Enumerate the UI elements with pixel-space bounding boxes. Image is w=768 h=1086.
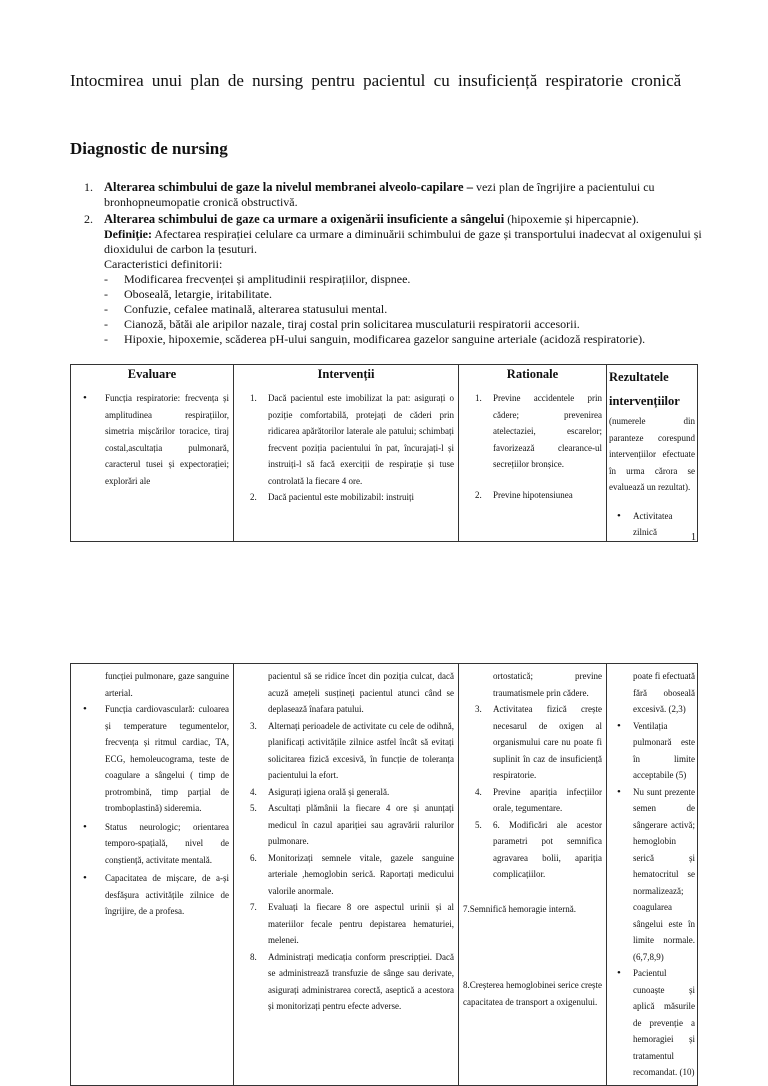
section-heading: Diagnostic de nursing	[70, 139, 228, 158]
document-title: Intocmirea unui plan de nursing pentru pacientul cu insuficiență respiratorie cronică	[70, 71, 682, 90]
list-item: • Pacientul cunoaște și aplică măsurile de prevenție a hemoragiei și tratamentul recomandat. (10)	[609, 965, 695, 1081]
rezultate-cell: poate fi efectuată fără oboseală excesivă. (2,3) • Ventilația pulmonară este în limite acceptabile (5) • Nu sunt prezente semen de sângerare activă; hemoglobin serică și hematocritul se normalizează; coagularea sângelui este în limite normale. (6,7,8,9) • Pacientul cunoaște și aplică măsurile de prevenție a hemoragiei și tratamentul recomandat. (10)	[607, 664, 698, 1086]
list-item: • Ventilația pulmonară este în limite acceptabile (5)	[609, 718, 695, 784]
list-item: • Funcția respiratorie: frecvența și amplitudinea respirațiilor, simetria mișcărilor toracice, tiraj costal,ascultația pulmonară, caracterul tusei și expectorației; explorări ale	[75, 390, 229, 489]
list-item: 4. Asigurați igiena orală și generală.	[250, 786, 390, 797]
diagnosis-item: 1. Alterarea schimbului de gaze la nivelul membranei alveolo-capilare – vezi plan de îngrijire a pacientului cu bronhopneumopatie cronică obstructivă.	[84, 180, 655, 209]
diagnosis-list	[84, 180, 704, 347]
list-item: • Activitatea zilnică	[609, 508, 695, 541]
list-item: 7.Semnifică hemoragie internă.	[463, 903, 576, 914]
interventii-cell: pacientul să se ridice încet din poziția culcat, dacă acuză amețeli susțineți pacientul atunci când se deplasează înafara patului. 3. Alternați perioadele de activitate cu cele de odihnă, planificați activitățile zilnice astfel încât să evitați solicitarea fizică excesivă, în funcție de toleranța pacientului la efort. 4. Asigurați igiena orală și generală. 5. Ascultați plămânii la fiecare 4 ore și anunțați medicul în cazul apariției sau agravării ralurilor pulmonare. 6. Monitorizați semnele vitale, gazele sanguine arteriale ,hemoglobin serică. Raportați medicului valorile anormale. 7. Evaluați la fiecare 8 ore aspectul urinii și al materiilor fecale pentru depistarea hematuriei, melenei. 8. Administrați medicația conform prescripției. Dacă se administrează transfuzie de sânge sau derivate, asigurați administrarea corectă, aseptică a acestora și monitorizați pentru efecte adverse.	[234, 664, 459, 1086]
list-item: 1. Dacă pacientul este imobilizat la pat: asigurați o poziție comfortabilă, protejați de căderi prin ridicarea apărătorilor laterale ale patului; schimbați frecvent poziția pacientului în pat, încurajați-l și instruiți-l să facă exerciții de respirație și tuse controlată la fiecare 4 ore.	[250, 393, 454, 486]
list-item: 8.Creșterea hemoglobinei serice crește capacitatea de transport a oxigenului.	[463, 980, 602, 1007]
rationale-cell	[459, 365, 607, 542]
evaluare-cell: funcției pulmonare, gaze sanguine arterial. • Funcția cardiovasculară: culoarea și temperature tegumentelor, frecvența și ritmul cardiac, TA, ECG, hemoleucograma, teste de coagulare a sângelui ( timp de protrombină, timp parțial de tromboplastină) sideremia. • Status neurologic; orientarea temporo-spațială, nivel de conștiență, activitate mentală. • Capacitatea de mișcare, de a-și desfășura activitățile zilnice de îngrijire, de a profesa.	[71, 664, 234, 1086]
list-item: 4. Previne apariția infecțiilor orale, tegumentare.	[475, 786, 602, 813]
list-item: 3. Activitatea fizică crește necesarul de oxigen al organismului care nu poate fi suplinit în caz de insuficiență respiratorie.	[475, 704, 602, 780]
list-item: 5. Ascultați plămânii la fiecare 4 ore și anunțați medicul în cazul apariției sau agravării ralurilor pulmonare.	[250, 803, 454, 846]
list-item: • Capacitatea de mișcare, de a-și desfășura activitățile zilnice de îngrijire, de a profesa.	[75, 870, 229, 920]
list-item: - Modificarea frecvenței și amplitudinii respirațiilor, dispnee.	[104, 272, 411, 286]
definition: Definiție: Afectarea respirației celulare ca urmare a diminuării schimbului de gaze și transportului inadecvat al oxigenului și dioxidului de carbon la țesuturi.	[104, 227, 702, 256]
interventii-cell	[234, 365, 459, 542]
column-header-evaluare: Evaluare	[127, 367, 177, 381]
list-item: 5. 6. Modificări ale acestor parametri pot semnifica agravarea bolii, apariția complicațiilor.	[475, 819, 602, 879]
list-item: - Cianoză, bătăi ale aripilor nazale, tiraj costal prin solicitarea musculaturii respiratorii accesorii.	[104, 317, 580, 331]
nursing-plan-table	[70, 364, 698, 542]
column-header-rationale: Rationale	[506, 367, 559, 381]
nursing-plan-table-continued	[70, 663, 698, 1086]
rezultate-cell: Rezultatele intervențiilor (numerele din paranteze corespund intervențiilor efectuate în urma cărora se evaluează un rezultat). • Activitatea zilnică	[607, 365, 698, 542]
list-item: - Oboseală, letargie, iritabilitate.	[104, 287, 273, 301]
list-item: 1. Previne accidentele prin cădere; prevenirea atelectaziei, escarelor; favorizează clearance-ul secrețiilor bronșice.	[475, 393, 602, 469]
rationale-cell: ortostatică; previne traumatismele prin cădere. 3. Activitatea fizică crește necesarul de oxigen al organismului care nu poate fi suplinit în caz de insuficiență respiratorie. 4. Previne apariția infecțiilor orale, tegumentare. 5. 6. Modificări ale acestor parametri pot semnifica agravarea bolii, apariția complicațiilor. 7.Semnifică hemoragie internă. 8.Creșterea hemoglobinei serice crește capacitatea de transport a oxigenului.	[459, 664, 607, 1086]
characteristics-title: Caracteristici definitorii:	[104, 257, 223, 271]
characteristics-list	[104, 272, 704, 347]
list-item: 6. Monitorizați semnele vitale, gazele sanguine arteriale ,hemoglobin serică. Raportați medicului valorile anormale.	[250, 852, 454, 896]
list-item: 8. Administrați medicația conform prescripției. Dacă se administrează transfuzie de sânge sau derivate, asigurați administrarea corectă, aseptică a acestora și monitorizați pentru efecte adverse.	[250, 951, 454, 1011]
list-item: - Hipoxie, hipoxemie, scăderea pH-ului sanguin, modificarea gazelor sanguine arteriale (acidoză respiratorie).	[104, 332, 646, 346]
list-item: 2. Dacă pacientul este mobilizabil: instruiți	[250, 492, 414, 502]
column-header-rezultate: Rezultatele intervențiilor	[609, 370, 680, 408]
list-item: 2. Previne hipotensiunea	[475, 489, 573, 500]
list-item: 7. Evaluați la fiecare 8 ore aspectul urinii și al materiilor fecale pentru depistarea hematuriei, melenei.	[250, 902, 454, 945]
list-item: - Confuzie, cefalee matinală, alterarea statusului mental.	[104, 302, 388, 316]
list-item: • Nu sunt prezente semen de sângerare activă; hemoglobin serică și hematocritul se normalizează; coagularea sângelui este în limite normale. (6,7,8,9)	[609, 784, 695, 966]
list-item: 3. Alternați perioadele de activitate cu cele de odihnă, planificați activitățile zilnice astfel încât să evitați solicitarea fizică excesivă, în funcție de toleranța pacientului la efort.	[250, 720, 454, 780]
list-item: • Funcția cardiovasculară: culoarea și temperature tegumentelor, frecvența și ritmul cardiac, TA, ECG, hemoleucograma, teste de coagulare a sângelui ( timp de protrombină, timp parțial de tromboplastină) sideremia.	[75, 701, 229, 817]
column-header-interventii: Intervenții	[317, 367, 375, 381]
diagnosis-item: 2. Alterarea schimbului de gaze ca urmare a oxigenării insuficiente a sângelui (hipoxemie și hipercapnie).	[84, 212, 639, 226]
page-number: 1	[691, 532, 696, 543]
document-page-2	[0, 575, 768, 1077]
evaluare-cell	[71, 365, 234, 542]
list-item: • Status neurologic; orientarea temporo-spațială, nivel de conștiență, activitate mentală.	[75, 819, 229, 869]
